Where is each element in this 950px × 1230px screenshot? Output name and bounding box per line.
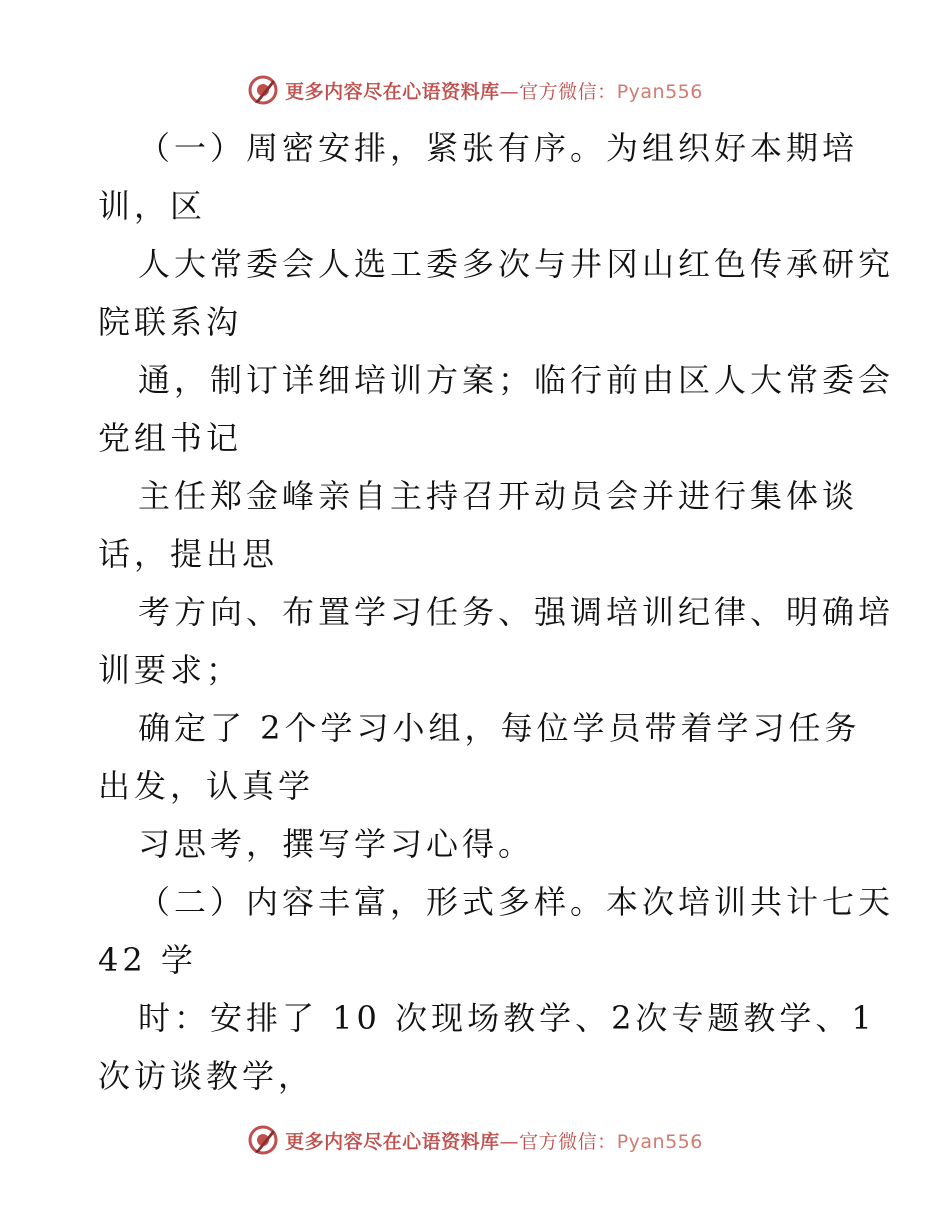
body-line: 党组书记 — [98, 419, 243, 457]
pen-logo-icon — [247, 74, 279, 106]
body-line: 习思考，撰写学习心得。 — [138, 825, 535, 863]
body-line: 话，提出思 — [98, 535, 279, 573]
body-line: 主任郑金峰亲自主持召开动员会并进行集体谈 — [138, 477, 859, 515]
body-line: （一）周密安排，紧张有序。为组织好本期培 — [138, 129, 859, 167]
banner-wechat-id: Pyan556 — [616, 1130, 703, 1153]
body-line: 时：安排了 10 次现场教学、2次专题教学、1 — [138, 999, 876, 1037]
body-line: 训要求； — [98, 651, 243, 689]
header-banner — [0, 70, 950, 110]
body-line: 确定了 2个学习小组，每位学员带着学习任务 — [138, 709, 861, 747]
banner-tail-text: 官方微信： — [519, 80, 617, 103]
body-line: 通，制订详细培训方案；临行前由区人大常委会 — [138, 361, 895, 399]
banner-wechat-id: Pyan556 — [616, 80, 703, 103]
banner-lead-text: 更多内容尽在心语资料库 — [285, 80, 500, 103]
body-line: （二）内容丰富，形式多样。本次培训共计七天 — [138, 883, 895, 921]
body-line: 次访谈教学， — [98, 1057, 315, 1095]
body-line: 训，区 — [98, 187, 207, 225]
body-line: 院联系沟 — [98, 303, 243, 341]
banner-lead-text: 更多内容尽在心语资料库 — [285, 1130, 500, 1153]
footer-banner — [0, 1120, 950, 1160]
body-line: 出发，认真学 — [98, 767, 315, 805]
banner-dash: — — [499, 80, 520, 103]
body-line: 考方向、布置学习任务、强调培训纪律、明确培 — [138, 593, 895, 631]
body-line: 42 学 — [98, 941, 197, 979]
banner-tail-text: 官方微信： — [519, 1130, 617, 1153]
banner-dash: — — [499, 1130, 520, 1153]
body-line: 人大常委会人选工委多次与井冈山红色传承研究 — [138, 245, 895, 283]
pen-logo-icon — [247, 1124, 279, 1156]
